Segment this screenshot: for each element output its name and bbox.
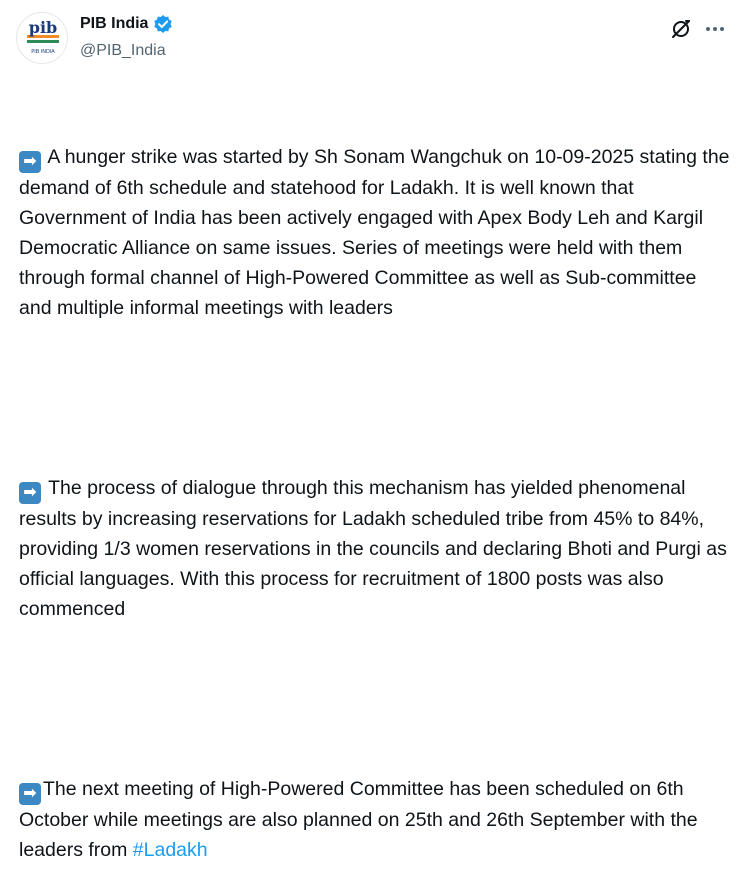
right-arrow-emoji: ➡	[19, 482, 41, 504]
paragraph-1-text: A hunger strike was started by Sh Sonam Wangchuk on 10-09-2025 stating the demand of 6th schedule and statehood for Ladakh. It is well known that Government of India has been actively engaged with Apex Body Leh and Kargil Democratic Alliance on same issues. Series of meetings were held with them through formal channel of High-Powered Committee as well as Sub-committee and multiple informal meetings with leaders	[19, 146, 735, 319]
name-row	[80, 14, 173, 34]
handle[interactable]: @PIB_India	[80, 42, 166, 59]
post-paragraph-3	[19, 774, 731, 865]
post-paragraph-1	[19, 142, 735, 323]
right-arrow-emoji: ➡	[19, 151, 41, 173]
paragraph-spacer	[19, 383, 731, 413]
svg-text:pib: pib	[28, 18, 58, 37]
svg-text:PIB INDIA: PIB INDIA	[31, 49, 55, 55]
paragraph-spacer	[19, 684, 731, 714]
right-arrow-emoji: ➡	[19, 783, 41, 805]
paragraph-3-text: The next meeting of High-Powered Committee has been scheduled on 6th October while meetings are also planned on 25th and 26th September with the leaders from	[19, 778, 704, 861]
avatar[interactable]	[16, 12, 68, 64]
more-options-icon[interactable]	[704, 18, 726, 40]
display-name[interactable]: PIB India	[80, 15, 149, 32]
pib-logo-icon	[17, 13, 68, 64]
post-text	[19, 82, 735, 895]
paragraph-2-text: The process of dialogue through this mechanism has yielded phenomenal results by increasing reservations for Ladakh scheduled tribe from 45% to 84%, providing 1/3 women reservations in the councils and declaring Bhoti and Purgi as official languages. With this process for recruitment of 1800 posts was also commenced	[19, 477, 733, 620]
verified-badge-icon	[153, 14, 173, 34]
post-header	[0, 0, 742, 80]
grok-icon[interactable]	[670, 18, 692, 40]
post-paragraph-2	[19, 473, 731, 624]
hashtag-link[interactable]: #Ladakh	[132, 839, 208, 861]
